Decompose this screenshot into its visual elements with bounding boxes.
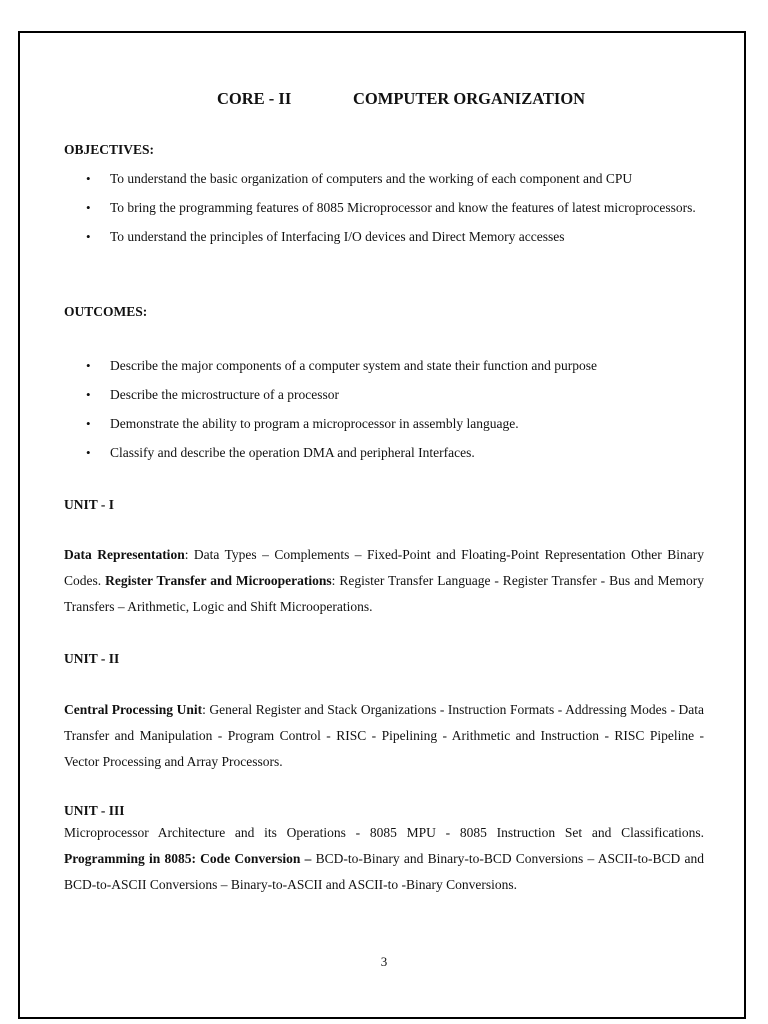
- page-number: 3: [380, 954, 388, 969]
- unit2-content: [64, 697, 704, 775]
- unit1-heading: UNIT - I: [64, 497, 115, 512]
- outcomes-heading: OUTCOMES:: [64, 304, 148, 319]
- unit3-text: Microprocessor Architecture and its Operations - 8085 MPU - 8085 Instruction Set and Classifications.: [64, 825, 704, 840]
- unit3-content: [64, 820, 704, 898]
- list-item: • Demonstrate the ability to program a microprocessor in assembly language.: [64, 411, 704, 436]
- unit2-topic: Central Processing Unit: [64, 702, 203, 717]
- unit3-topic: Programming in 8085: Code Conversion –: [64, 851, 312, 866]
- course-name: COMPUTER ORGANIZATION: [353, 89, 586, 108]
- unit1-topic: Data Representation: [64, 547, 185, 562]
- unit2-text: : General Register and Stack Organizations - Instruction Formats - Addressing Modes - Data Transfer and Manipulation - Program Control - RISC - Pipelining - Arithmetic and Instruction - RISC Pipeline - Vector Processing and Array Processors.: [64, 702, 704, 769]
- unit1-text: : Data Types – Complements – Fixed-Point and Floating-Point Representation Other Binary Codes.: [64, 547, 704, 588]
- unit2-heading: UNIT - II: [64, 651, 120, 666]
- unit3-text: BCD-to-Binary and Binary-to-BCD Conversions – ASCII-to-BCD and BCD-to-ASCII Conversions – Binary-to-ASCII and ASCII-to -Binary Conversions.: [64, 851, 704, 892]
- list-item: • Classify and describe the operation DMA and peripheral Interfaces.: [64, 440, 704, 465]
- unit3-heading: UNIT - III: [64, 803, 125, 818]
- course-code: CORE - II: [217, 89, 292, 108]
- list-item: • To understand the principles of Interfacing I/O devices and Direct Memory accesses: [64, 224, 704, 249]
- unit1-content: [64, 542, 704, 620]
- unit1-topic: Register Transfer and Microoperations: [105, 573, 332, 588]
- objectives-list: [64, 166, 704, 253]
- list-item: • To bring the programming features of 8085 Microprocessor and know the features of latest microprocessors.: [64, 195, 704, 220]
- outcomes-list: [64, 353, 704, 469]
- list-item: • Describe the microstructure of a processor: [64, 382, 704, 407]
- objectives-heading: OBJECTIVES:: [64, 142, 155, 157]
- unit1-text: : Register Transfer Language - Register Transfer - Bus and Memory Transfers – Arithmetic, Logic and Shift Microoperations.: [64, 573, 704, 614]
- list-item: • Describe the major components of a computer system and state their function and purpose: [64, 353, 704, 378]
- list-item: • To understand the basic organization of computers and the working of each component and CPU: [64, 166, 704, 191]
